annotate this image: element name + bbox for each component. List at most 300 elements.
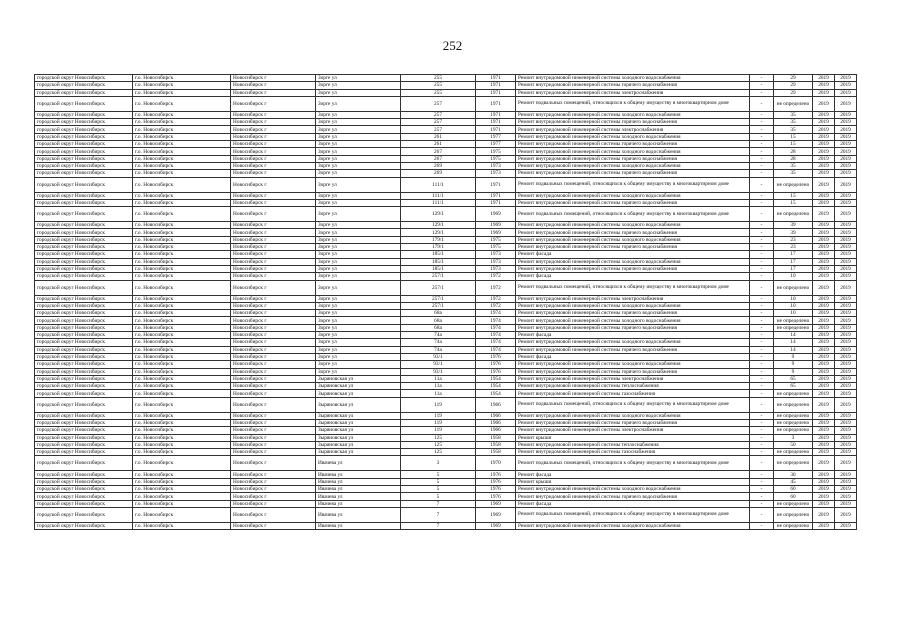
cell-municipality: городской округ Новосибирск	[35, 133, 133, 140]
cell-build-year: 1975	[476, 155, 516, 162]
cell-work-type: Ремонт фасада	[516, 500, 750, 507]
cell-street: Зорге ул	[316, 141, 401, 148]
cell-cost: 60	[774, 493, 813, 500]
cell-work-type: Ремонт внутридомовой инженерной системы газоснабжения	[516, 390, 750, 397]
cell-municipality: городской округ Новосибирск	[35, 339, 133, 346]
cell-cost: 28	[774, 155, 813, 162]
cell-cost: 35	[774, 126, 813, 133]
cell-plan-end: 2019	[835, 207, 857, 222]
cell-district: г.о. Новосибирск	[133, 126, 231, 133]
cell-volume: -	[750, 251, 774, 258]
cell-cost: 10	[774, 302, 813, 309]
cell-volume: -	[750, 280, 774, 295]
cell-street: Зорге ул	[316, 111, 401, 118]
cell-house-number: 269	[401, 170, 476, 177]
cell-plan-start: 2019	[813, 478, 835, 485]
cell-plan-start: 2019	[813, 89, 835, 96]
cell-plan-start: 2019	[813, 280, 835, 295]
cell-settlement: Новосибирск г	[231, 493, 316, 500]
table-row	[35, 449, 857, 456]
cell-district: г.о. Новосибирск	[133, 302, 231, 309]
cell-plan-start: 2019	[813, 427, 835, 434]
cell-volume: -	[750, 244, 774, 251]
table-row	[35, 236, 857, 243]
cell-municipality: городской округ Новосибирск	[35, 419, 133, 426]
table-row	[35, 339, 857, 346]
cell-plan-end: 2019	[835, 295, 857, 302]
table-row	[35, 324, 857, 331]
cell-house-number: 7	[401, 500, 476, 507]
cell-work-type: Ремонт внутридомовой инженерной системы холодного водоснабжения	[516, 133, 750, 140]
cell-house-number: 5	[401, 486, 476, 493]
cell-volume: -	[750, 141, 774, 148]
cell-volume: -	[750, 148, 774, 155]
cell-cost: 30	[774, 471, 813, 478]
cell-work-type: Ремонт внутридомовой инженерной системы холодного водоснабжения	[516, 317, 750, 324]
cell-volume: -	[750, 471, 774, 478]
cell-plan-start: 2019	[813, 222, 835, 229]
cell-district: г.о. Новосибирск	[133, 170, 231, 177]
cell-municipality: городской округ Новосибирск	[35, 478, 133, 485]
cell-settlement: Новосибирск г	[231, 332, 316, 339]
cell-plan-start: 2019	[813, 170, 835, 177]
cell-district: г.о. Новосибирск	[133, 75, 231, 82]
cell-plan-start: 2019	[813, 507, 835, 522]
cell-volume: -	[750, 339, 774, 346]
table-row	[35, 133, 857, 140]
cell-settlement: Новосибирск г	[231, 162, 316, 169]
cell-municipality: городской округ Новосибирск	[35, 236, 133, 243]
cell-district: г.о. Новосибирск	[133, 397, 231, 412]
cell-build-year: 1971	[476, 82, 516, 89]
cell-settlement: Новосибирск г	[231, 412, 316, 419]
table-row	[35, 126, 857, 133]
cell-build-year: 1969	[476, 522, 516, 529]
cell-plan-end: 2019	[835, 346, 857, 353]
cell-cost: не определено	[774, 419, 813, 426]
cell-house-number: 93/1	[401, 361, 476, 368]
cell-house-number: 269	[401, 162, 476, 169]
cell-district: г.о. Новосибирск	[133, 486, 231, 493]
cell-work-type: Ремонт внутридомовой инженерной системы электроснабжения	[516, 375, 750, 382]
cell-work-type: Ремонт внутридомовой инженерной системы горячего водоснабжения	[516, 119, 750, 126]
capital-repair-table	[34, 74, 857, 530]
cell-plan-end: 2019	[835, 310, 857, 317]
cell-volume: -	[750, 478, 774, 485]
cell-street: Зорге ул	[316, 317, 401, 324]
cell-work-type: Ремонт внутридомовой инженерной системы электроснабжения	[516, 126, 750, 133]
cell-build-year: 1973	[476, 265, 516, 272]
cell-street: Зорге ул	[316, 251, 401, 258]
cell-municipality: городской округ Новосибирск	[35, 500, 133, 507]
cell-settlement: Новосибирск г	[231, 368, 316, 375]
cell-street: Зорге ул	[316, 222, 401, 229]
cell-build-year: 1973	[476, 170, 516, 177]
cell-settlement: Новосибирск г	[231, 295, 316, 302]
cell-street: Зыряновская ул	[316, 397, 401, 412]
cell-house-number: 5	[401, 471, 476, 478]
table-row	[35, 383, 857, 390]
cell-municipality: городской округ Новосибирск	[35, 192, 133, 199]
cell-municipality: городской округ Новосибирск	[35, 111, 133, 118]
table-row	[35, 500, 857, 507]
cell-work-type: Ремонт подвальных помещений, относящихся к общему имуществу в многоквартирном доме	[516, 280, 750, 295]
cell-work-type: Ремонт внутридомовой инженерной системы холодного водоснабжения	[516, 222, 750, 229]
cell-settlement: Новосибирск г	[231, 133, 316, 140]
cell-district: г.о. Новосибирск	[133, 317, 231, 324]
cell-plan-start: 2019	[813, 375, 835, 382]
cell-district: г.о. Новосибирск	[133, 427, 231, 434]
table-row	[35, 317, 857, 324]
cell-plan-start: 2019	[813, 441, 835, 448]
cell-plan-start: 2019	[813, 273, 835, 280]
cell-municipality: городской округ Новосибирск	[35, 162, 133, 169]
cell-street: Зыряновская ул	[316, 441, 401, 448]
cell-municipality: городской округ Новосибирск	[35, 244, 133, 251]
cell-work-type: Ремонт внутридомовой инженерной системы холодного водоснабжения	[516, 339, 750, 346]
cell-house-number: 185/1	[401, 258, 476, 265]
cell-plan-end: 2019	[835, 449, 857, 456]
cell-plan-start: 2019	[813, 177, 835, 192]
cell-plan-end: 2019	[835, 82, 857, 89]
cell-street: Зыряновская ул	[316, 412, 401, 419]
cell-district: г.о. Новосибирск	[133, 500, 231, 507]
cell-volume: -	[750, 434, 774, 441]
cell-street: Зорге ул	[316, 229, 401, 236]
cell-plan-end: 2019	[835, 383, 857, 390]
cell-house-number: 125	[401, 441, 476, 448]
cell-work-type: Ремонт фасада	[516, 353, 750, 360]
cell-plan-start: 2019	[813, 148, 835, 155]
cell-volume: -	[750, 170, 774, 177]
cell-settlement: Новосибирск г	[231, 251, 316, 258]
cell-house-number: 257/1	[401, 280, 476, 295]
cell-cost: 15	[774, 192, 813, 199]
cell-cost: не определено	[774, 522, 813, 529]
cell-district: г.о. Новосибирск	[133, 207, 231, 222]
cell-plan-end: 2019	[835, 412, 857, 419]
cell-settlement: Новосибирск г	[231, 207, 316, 222]
cell-build-year: 1971	[476, 119, 516, 126]
cell-house-number: 68а	[401, 317, 476, 324]
cell-settlement: Новосибирск г	[231, 339, 316, 346]
cell-plan-end: 2019	[835, 456, 857, 471]
cell-settlement: Новосибирск г	[231, 273, 316, 280]
cell-street: Зорге ул	[316, 244, 401, 251]
cell-volume: -	[750, 507, 774, 522]
cell-build-year: 1971	[476, 177, 516, 192]
cell-street: Зорге ул	[316, 346, 401, 353]
cell-build-year: 1974	[476, 332, 516, 339]
cell-volume: -	[750, 522, 774, 529]
cell-street: Зорге ул	[316, 265, 401, 272]
cell-municipality: городской округ Новосибирск	[35, 229, 133, 236]
cell-house-number: 255	[401, 75, 476, 82]
cell-build-year: 1976	[476, 478, 516, 485]
cell-build-year: 1976	[476, 353, 516, 360]
cell-house-number: 257	[401, 96, 476, 111]
cell-plan-start: 2019	[813, 302, 835, 309]
cell-plan-end: 2019	[835, 141, 857, 148]
cell-district: г.о. Новосибирск	[133, 449, 231, 456]
cell-street: Зорге ул	[316, 96, 401, 111]
cell-municipality: городской округ Новосибирск	[35, 383, 133, 390]
cell-street: Зорге ул	[316, 302, 401, 309]
cell-plan-end: 2019	[835, 339, 857, 346]
cell-plan-start: 2019	[813, 471, 835, 478]
cell-plan-start: 2019	[813, 229, 835, 236]
cell-build-year: 1972	[476, 295, 516, 302]
cell-district: г.о. Новосибирск	[133, 419, 231, 426]
cell-plan-end: 2019	[835, 522, 857, 529]
cell-volume: -	[750, 493, 774, 500]
cell-cost: 29	[774, 82, 813, 89]
table-row	[35, 478, 857, 485]
cell-plan-end: 2019	[835, 375, 857, 382]
cell-plan-end: 2019	[835, 126, 857, 133]
cell-build-year: 1977	[476, 133, 516, 140]
cell-cost: не определено	[774, 177, 813, 192]
cell-plan-end: 2019	[835, 273, 857, 280]
cell-plan-end: 2019	[835, 317, 857, 324]
cell-plan-start: 2019	[813, 96, 835, 111]
cell-build-year: 1974	[476, 310, 516, 317]
cell-volume: -	[750, 441, 774, 448]
cell-settlement: Новосибирск г	[231, 522, 316, 529]
cell-plan-start: 2019	[813, 119, 835, 126]
cell-municipality: городской округ Новосибирск	[35, 258, 133, 265]
cell-volume: -	[750, 397, 774, 412]
cell-street: Зыряновская ул	[316, 449, 401, 456]
cell-municipality: городской округ Новосибирск	[35, 353, 133, 360]
cell-cost: не определено	[774, 397, 813, 412]
table-row	[35, 368, 857, 375]
cell-district: г.о. Новосибирск	[133, 324, 231, 331]
cell-street: Зорге ул	[316, 258, 401, 265]
cell-cost: 14	[774, 339, 813, 346]
cell-municipality: городской округ Новосибирск	[35, 82, 133, 89]
cell-work-type: Ремонт внутридомовой инженерной системы холодного водоснабжения	[516, 162, 750, 169]
cell-volume: -	[750, 75, 774, 82]
cell-house-number: 125	[401, 449, 476, 456]
cell-build-year: 1954	[476, 383, 516, 390]
cell-district: г.о. Новосибирск	[133, 507, 231, 522]
cell-volume: -	[750, 317, 774, 324]
cell-build-year: 1974	[476, 339, 516, 346]
cell-build-year: 1976	[476, 493, 516, 500]
cell-work-type: Ремонт подвальных помещений, относящихся к общему имуществу в многоквартирном доме	[516, 207, 750, 222]
cell-plan-start: 2019	[813, 236, 835, 243]
cell-build-year: 1969	[476, 207, 516, 222]
cell-plan-start: 2019	[813, 353, 835, 360]
cell-house-number: 267	[401, 155, 476, 162]
cell-build-year: 1975	[476, 244, 516, 251]
cell-settlement: Новосибирск г	[231, 310, 316, 317]
cell-house-number: 267	[401, 148, 476, 155]
cell-plan-end: 2019	[835, 302, 857, 309]
cell-plan-end: 2019	[835, 222, 857, 229]
cell-district: г.о. Новосибирск	[133, 375, 231, 382]
cell-plan-end: 2019	[835, 441, 857, 448]
cell-street: Зорге ул	[316, 75, 401, 82]
cell-plan-start: 2019	[813, 419, 835, 426]
cell-settlement: Новосибирск г	[231, 324, 316, 331]
cell-settlement: Новосибирск г	[231, 141, 316, 148]
cell-street: Ивачева ул	[316, 471, 401, 478]
cell-settlement: Новосибирск г	[231, 427, 316, 434]
cell-district: г.о. Новосибирск	[133, 390, 231, 397]
cell-district: г.о. Новосибирск	[133, 244, 231, 251]
cell-build-year: 1969	[476, 507, 516, 522]
cell-plan-start: 2019	[813, 383, 835, 390]
cell-plan-start: 2019	[813, 207, 835, 222]
cell-district: г.о. Новосибирск	[133, 332, 231, 339]
cell-settlement: Новосибирск г	[231, 317, 316, 324]
cell-plan-end: 2019	[835, 332, 857, 339]
cell-street: Зорге ул	[316, 332, 401, 339]
cell-settlement: Новосибирск г	[231, 434, 316, 441]
cell-settlement: Новосибирск г	[231, 486, 316, 493]
cell-house-number: 179/1	[401, 244, 476, 251]
cell-municipality: городской округ Новосибирск	[35, 310, 133, 317]
cell-build-year: 1974	[476, 324, 516, 331]
cell-settlement: Новосибирск г	[231, 375, 316, 382]
cell-house-number: 257	[401, 126, 476, 133]
cell-plan-start: 2019	[813, 346, 835, 353]
cell-cost: 10	[774, 273, 813, 280]
table-row	[35, 82, 857, 89]
cell-work-type: Ремонт внутридомовой инженерной системы холодного водоснабжения	[516, 192, 750, 199]
cell-street: Зорге ул	[316, 207, 401, 222]
cell-street: Зорге ул	[316, 126, 401, 133]
cell-house-number: 257/1	[401, 302, 476, 309]
cell-settlement: Новосибирск г	[231, 456, 316, 471]
table-row	[35, 207, 857, 222]
cell-municipality: городской округ Новосибирск	[35, 507, 133, 522]
cell-municipality: городской округ Новосибирск	[35, 522, 133, 529]
cell-plan-end: 2019	[835, 133, 857, 140]
cell-build-year: 1970	[476, 456, 516, 471]
cell-cost: 45	[774, 478, 813, 485]
cell-plan-end: 2019	[835, 111, 857, 118]
cell-municipality: городской округ Новосибирск	[35, 170, 133, 177]
cell-municipality: городской округ Новосибирск	[35, 251, 133, 258]
table-row	[35, 471, 857, 478]
cell-settlement: Новосибирск г	[231, 390, 316, 397]
cell-cost: 9	[774, 368, 813, 375]
cell-house-number: 68а	[401, 324, 476, 331]
cell-work-type: Ремонт внутридомовой инженерной системы холодного водоснабжения	[516, 361, 750, 368]
table-row	[35, 155, 857, 162]
cell-municipality: городской округ Новосибирск	[35, 368, 133, 375]
cell-plan-start: 2019	[813, 412, 835, 419]
cell-district: г.о. Новосибирск	[133, 192, 231, 199]
cell-municipality: городской округ Новосибирск	[35, 89, 133, 96]
cell-plan-end: 2019	[835, 500, 857, 507]
cell-work-type: Ремонт подвальных помещений, относящихся к общему имуществу в многоквартирном доме	[516, 397, 750, 412]
cell-build-year: 1971	[476, 192, 516, 199]
cell-plan-end: 2019	[835, 170, 857, 177]
cell-municipality: городской округ Новосибирск	[35, 375, 133, 382]
cell-work-type: Ремонт внутридомовой инженерной системы горячего водоснабжения	[516, 324, 750, 331]
cell-district: г.о. Новосибирск	[133, 111, 231, 118]
table-row	[35, 96, 857, 111]
cell-work-type: Ремонт внутридомовой инженерной системы горячего водоснабжения	[516, 141, 750, 148]
cell-plan-start: 2019	[813, 368, 835, 375]
cell-work-type: Ремонт подвальных помещений, относящихся к общему имуществу в многоквартирном доме	[516, 96, 750, 111]
cell-settlement: Новосибирск г	[231, 500, 316, 507]
cell-work-type: Ремонт внутридомовой инженерной системы холодного водоснабжения	[516, 75, 750, 82]
table-row	[35, 89, 857, 96]
table-row	[35, 375, 857, 382]
cell-plan-end: 2019	[835, 324, 857, 331]
cell-district: г.о. Новосибирск	[133, 412, 231, 419]
cell-settlement: Новосибирск г	[231, 471, 316, 478]
cell-cost: 9	[774, 361, 813, 368]
cell-work-type: Ремонт фасада	[516, 332, 750, 339]
cell-settlement: Новосибирск г	[231, 96, 316, 111]
table-row	[35, 522, 857, 529]
cell-plan-end: 2019	[835, 507, 857, 522]
cell-street: Зорге ул	[316, 280, 401, 295]
cell-volume: -	[750, 310, 774, 317]
cell-plan-end: 2019	[835, 148, 857, 155]
cell-volume: -	[750, 273, 774, 280]
cell-plan-start: 2019	[813, 141, 835, 148]
cell-district: г.о. Новосибирск	[133, 89, 231, 96]
cell-house-number: 11а	[401, 383, 476, 390]
cell-work-type: Ремонт крыши	[516, 434, 750, 441]
cell-settlement: Новосибирск г	[231, 302, 316, 309]
cell-district: г.о. Новосибирск	[133, 155, 231, 162]
cell-plan-end: 2019	[835, 162, 857, 169]
cell-work-type: Ремонт подвальных помещений, относящихся к общему имуществу в многоквартирном доме	[516, 507, 750, 522]
cell-plan-start: 2019	[813, 192, 835, 199]
cell-plan-start: 2019	[813, 155, 835, 162]
cell-settlement: Новосибирск г	[231, 478, 316, 485]
cell-cost: 65	[774, 375, 813, 382]
cell-cost: не определено	[774, 390, 813, 397]
cell-street: Зорге ул	[316, 368, 401, 375]
cell-volume: -	[750, 207, 774, 222]
cell-settlement: Новосибирск г	[231, 346, 316, 353]
cell-house-number: 129/1	[401, 229, 476, 236]
cell-municipality: городской округ Новосибирск	[35, 295, 133, 302]
cell-work-type: Ремонт внутридомовой инженерной системы газоснабжения	[516, 449, 750, 456]
table-row	[35, 199, 857, 206]
cell-plan-start: 2019	[813, 434, 835, 441]
cell-street: Ивачева ул	[316, 456, 401, 471]
cell-work-type: Ремонт внутридомовой инженерной системы горячего водоснабжения	[516, 419, 750, 426]
table-row	[35, 302, 857, 309]
cell-plan-start: 2019	[813, 258, 835, 265]
cell-house-number: 93/1	[401, 368, 476, 375]
cell-cost: 23	[774, 244, 813, 251]
cell-municipality: городской округ Новосибирск	[35, 141, 133, 148]
cell-house-number: 185/1	[401, 251, 476, 258]
cell-municipality: городской округ Новосибирск	[35, 222, 133, 229]
cell-plan-end: 2019	[835, 353, 857, 360]
cell-settlement: Новосибирск г	[231, 177, 316, 192]
cell-plan-end: 2019	[835, 229, 857, 236]
cell-work-type: Ремонт внутридомовой инженерной системы холодного водоснабжения	[516, 486, 750, 493]
cell-municipality: городской округ Новосибирск	[35, 155, 133, 162]
cell-cost: 23	[774, 236, 813, 243]
cell-settlement: Новосибирск г	[231, 229, 316, 236]
cell-municipality: городской округ Новосибирск	[35, 390, 133, 397]
cell-settlement: Новосибирск г	[231, 353, 316, 360]
table-row	[35, 310, 857, 317]
